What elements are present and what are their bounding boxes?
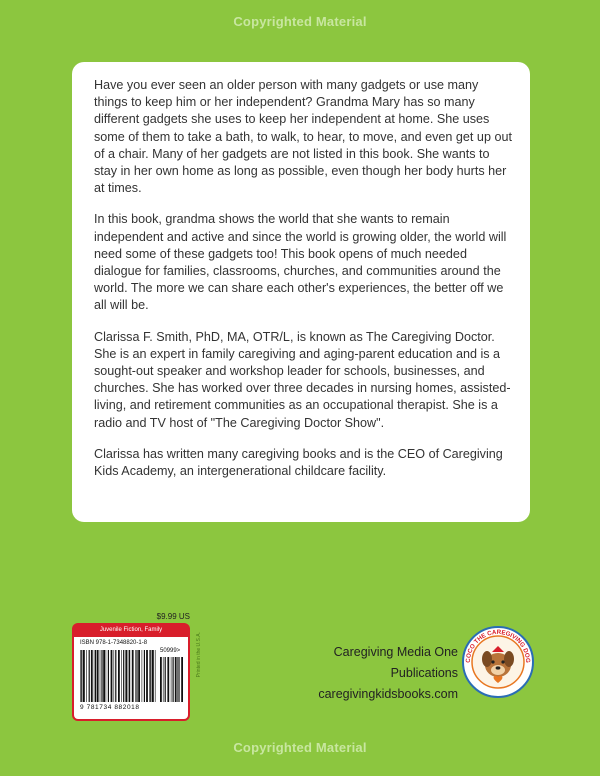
category-label: Juvenile Fiction, Family xyxy=(72,623,190,637)
barcode-bar xyxy=(108,650,109,702)
barcode-addon-bars xyxy=(160,657,184,702)
barcode-digits: 9 781734 882018 xyxy=(80,704,140,711)
paragraph-author-bio: Clarissa F. Smith, PhD, MA, OTR/L, is known as The Caregiving Doctor. She is an expert in family caregiving and aging-parent education and is a sought-out speaker and workshop leader for schools, businesses, and churches. She has worked over three decades in nursing homes, assisted-living, and retirement communities as an occupational therapist. She is a radio and TV host of "The Caregiving Doctor Show". xyxy=(94,329,511,430)
price-label: $9.99 US xyxy=(156,612,190,621)
barcode-bar xyxy=(86,650,87,702)
barcode-bar xyxy=(106,650,107,702)
back-cover-text-panel xyxy=(72,62,530,522)
barcode-bar xyxy=(175,657,177,702)
barcode-bar xyxy=(144,650,145,702)
barcode-bar xyxy=(94,650,95,702)
barcode-bar xyxy=(132,650,134,702)
barcode-bar xyxy=(111,650,113,702)
barcode-bar xyxy=(152,650,154,702)
barcode-bar xyxy=(178,657,179,702)
publisher-block xyxy=(286,642,458,705)
barcode-bar xyxy=(97,650,99,702)
barcode-bar xyxy=(138,650,140,702)
barcode-bar xyxy=(80,650,81,702)
barcode-bar xyxy=(121,650,122,702)
barcode-bar xyxy=(149,650,150,702)
barcode-block xyxy=(72,612,190,721)
barcode-bars xyxy=(80,650,156,702)
barcode-bar xyxy=(125,650,127,702)
barcode-bar xyxy=(163,657,164,702)
barcode-bar xyxy=(165,657,166,702)
barcode-bar xyxy=(129,650,130,702)
paragraph-book-purpose: In this book, grandma shows the world that she wants to remain independent and active and since the world is growing older, the world will need some of these gadgets too! This book opens of much needed dialogue for families, classrooms, churches, and communities around the world. The more we can share each other's experiences, the better off we all will be. xyxy=(94,212,507,313)
barcode-bar xyxy=(89,650,90,702)
publisher-name: Caregiving Media One Publications xyxy=(333,645,458,680)
paragraph-intro: Have you ever seen an older person with many gadgets or use many things to keep him or her independent? Grandma Mary has so many different gadgets she uses to keep her independent at home. She uses some of them to take a bath, to walk, to hear, to move, and even get up out of a chair. Many of her gadgets are not listed in this book. She wants to stay in her own home as long as possible, even though her body hurts her at times. xyxy=(94,78,512,196)
watermark-top: Copyrighted Material xyxy=(233,14,367,29)
barcode-bar xyxy=(118,650,120,702)
printed-in-note: Printed in the U.S.A. xyxy=(196,632,202,678)
caregiving-dog-logo-icon xyxy=(461,625,535,699)
barcode-bar xyxy=(142,650,143,702)
barcode-bar xyxy=(101,650,102,702)
barcode-bar xyxy=(91,650,93,702)
barcode-bar xyxy=(171,657,172,702)
barcode-bar xyxy=(146,650,148,702)
publisher-website: caregivingkidsbooks.com xyxy=(318,687,458,701)
barcode-bar xyxy=(150,650,151,702)
barcode-bar xyxy=(95,650,96,702)
isbn-text: ISBN 978-1-7348820-1-8 xyxy=(80,640,148,646)
barcode-bar xyxy=(103,650,105,702)
barcode-bar xyxy=(114,650,115,702)
barcode-bar xyxy=(83,650,85,702)
barcode-bar xyxy=(128,650,129,702)
barcode-bar xyxy=(115,650,116,702)
barcode-bar xyxy=(177,657,178,702)
logo-ring-text: COCO THE CAREGIVING DOG xyxy=(464,628,532,664)
barcode-box xyxy=(72,637,190,721)
barcode-bar xyxy=(81,650,82,702)
barcode-bar xyxy=(173,657,174,702)
paragraph-author-ceo: Clarissa has written many caregiving books and is the CEO of Caregiving Kids Academy, an intergenerational childcare facility. xyxy=(94,446,503,479)
barcode-bar xyxy=(123,650,124,702)
barcode-bar xyxy=(136,650,137,702)
watermark-bottom: Copyrighted Material xyxy=(233,740,367,755)
barcode-addon-number: 50999> xyxy=(160,648,181,654)
barcode-bar xyxy=(160,657,162,702)
barcode-bar xyxy=(100,650,101,702)
barcode-bar xyxy=(155,650,156,702)
barcode-bar xyxy=(181,657,183,702)
barcode-bar xyxy=(167,657,169,702)
barcode-bar xyxy=(135,650,136,702)
